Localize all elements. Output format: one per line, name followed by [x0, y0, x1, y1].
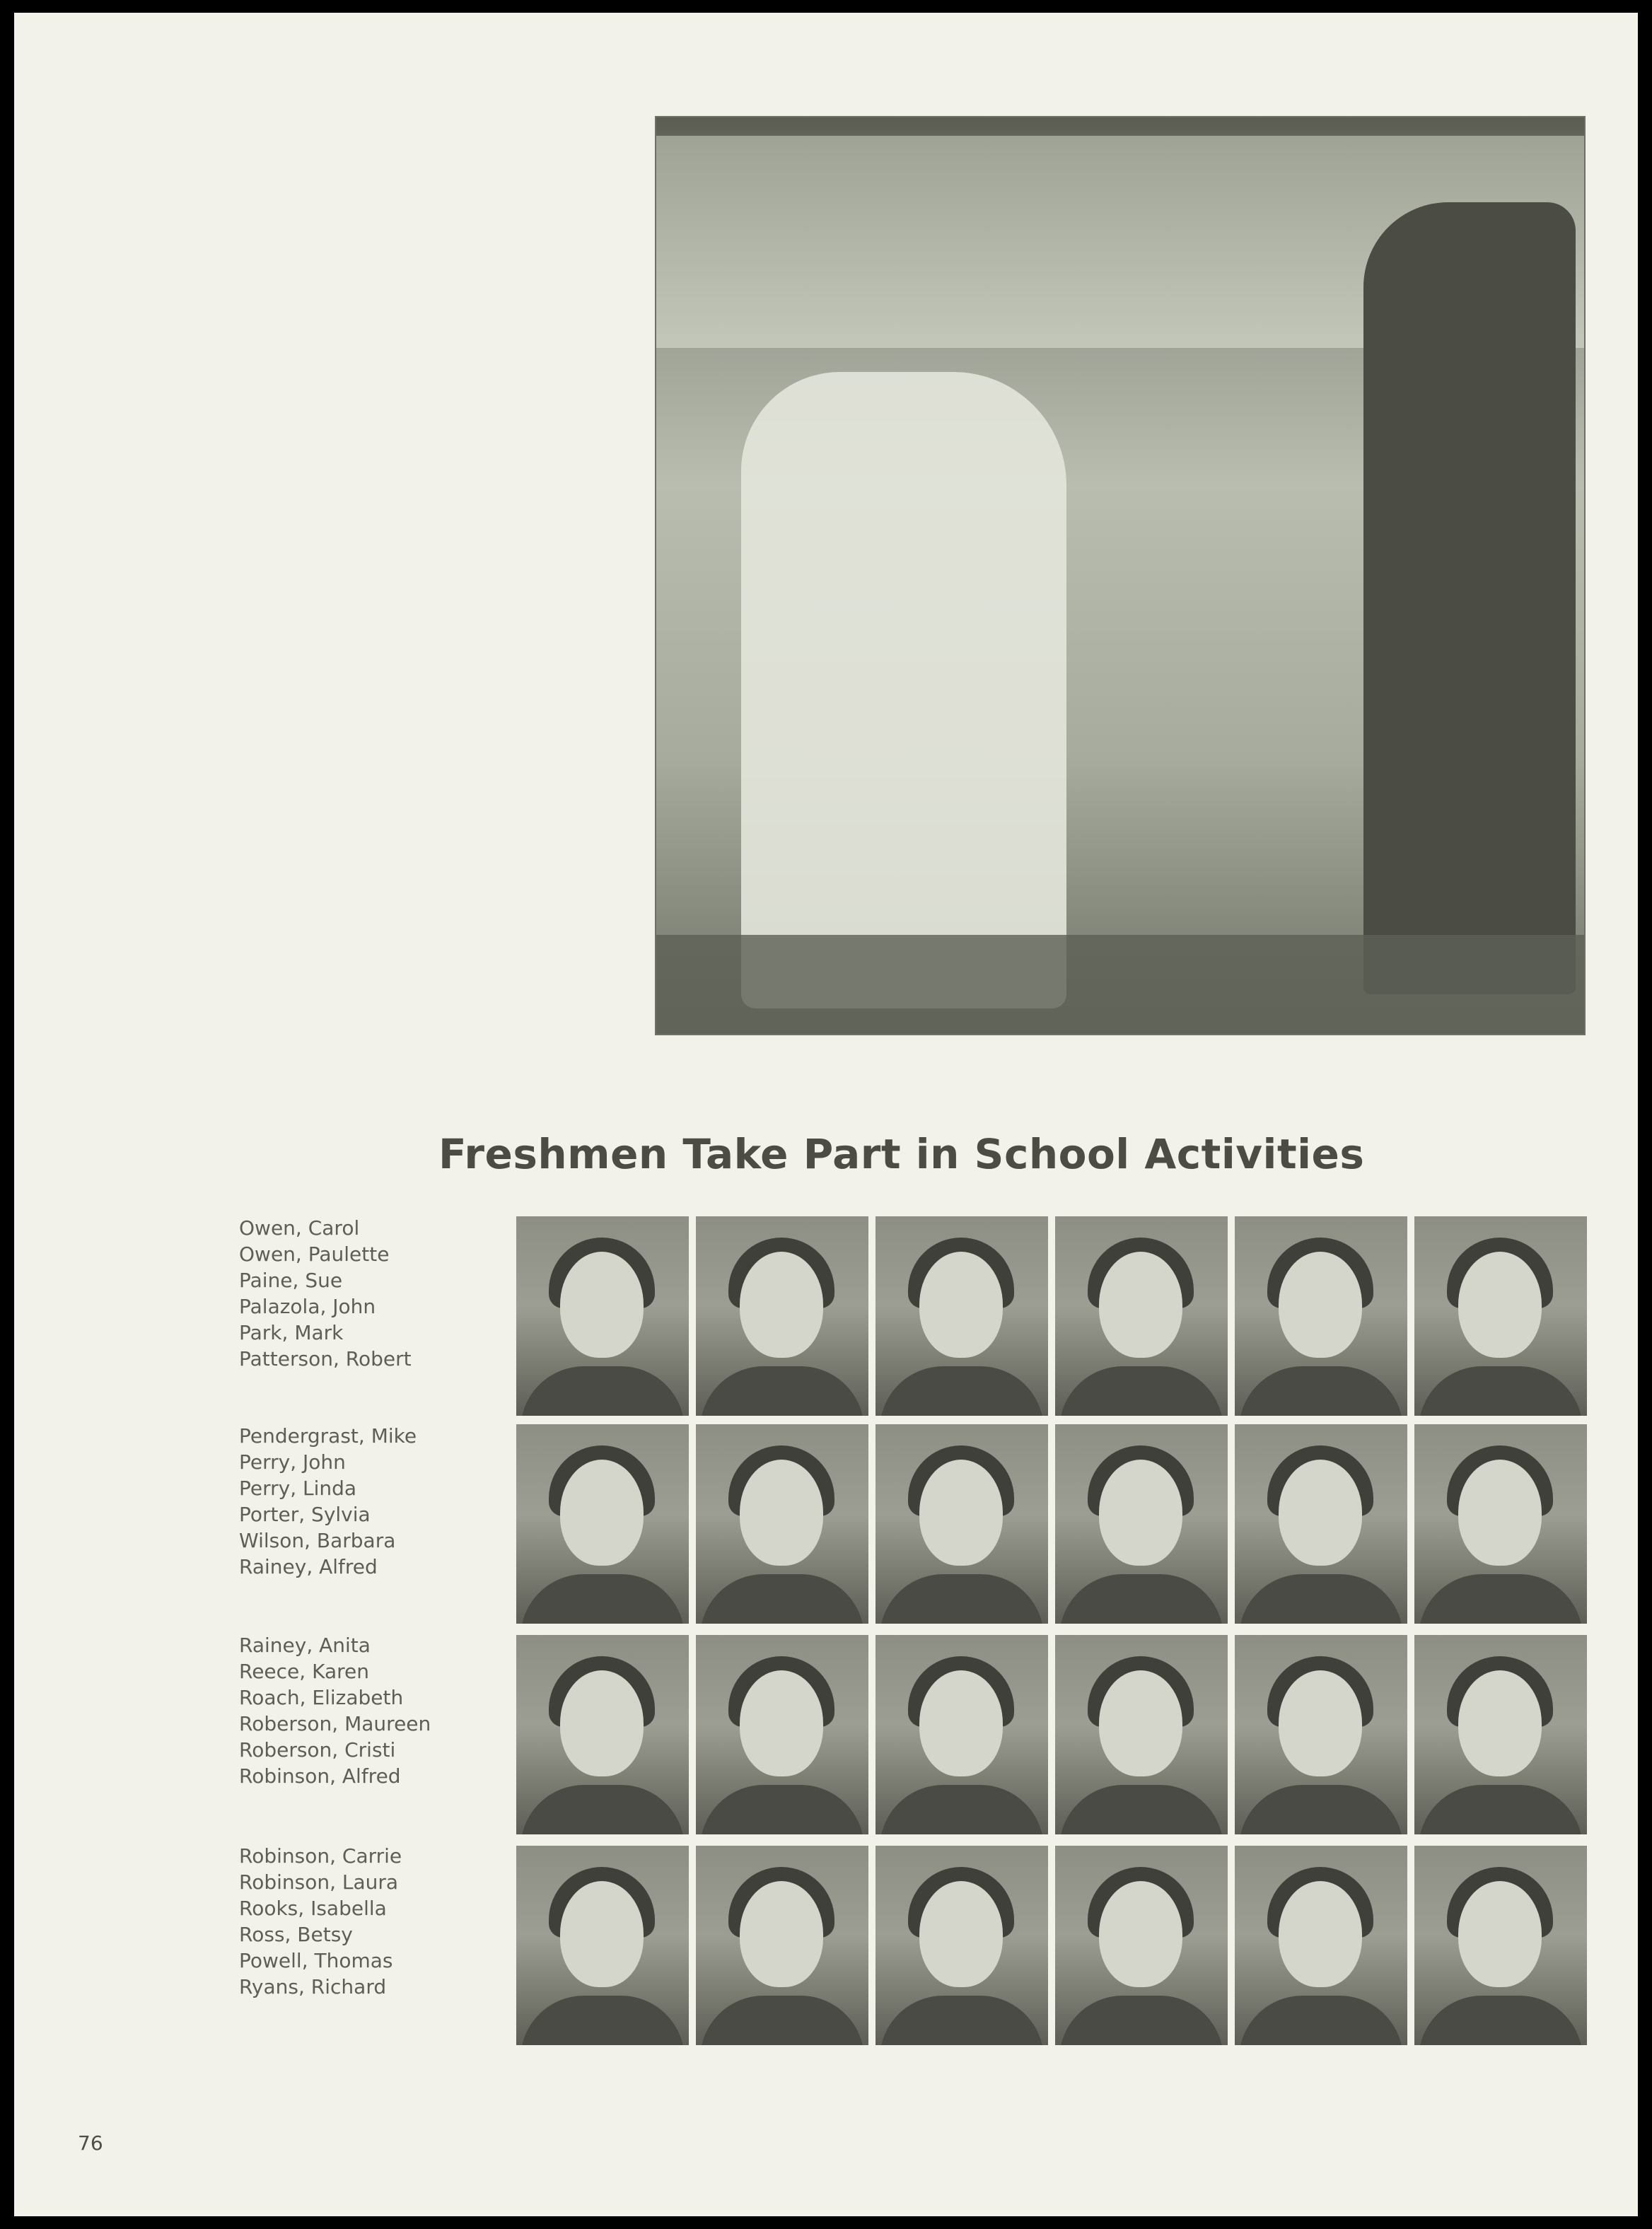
portrait-shoulders	[520, 1574, 685, 1624]
student-portrait	[516, 1635, 689, 1834]
student-portrait	[696, 1846, 868, 2045]
student-portrait	[1055, 1424, 1228, 1624]
page-headline: Freshmen Take Part in School Activities	[438, 1130, 1365, 1178]
portrait-face	[1279, 1252, 1362, 1358]
student-name: Rainey, Anita	[239, 1634, 371, 1657]
portrait-row-2	[516, 1424, 1588, 1624]
portrait-shoulders	[520, 1366, 685, 1416]
portrait-face	[1458, 1881, 1542, 1987]
name-list-group-2	[239, 1423, 522, 1580]
student-portrait	[1414, 1216, 1587, 1416]
student-name: Patterson, Robert	[239, 1347, 412, 1370]
portrait-face	[740, 1881, 823, 1987]
portrait-row-3	[516, 1635, 1588, 1834]
portrait-shoulders	[1419, 1366, 1583, 1416]
student-portrait	[1235, 1424, 1407, 1624]
student-portrait	[1235, 1216, 1407, 1416]
portrait-face	[740, 1670, 823, 1776]
student-portrait	[1235, 1846, 1407, 2045]
student-portrait	[516, 1424, 689, 1624]
student-name: Perry, John	[239, 1450, 346, 1474]
student-name: Porter, Sylvia	[239, 1503, 371, 1526]
portrait-face	[919, 1252, 1003, 1358]
name-list-group-4	[239, 1843, 522, 2000]
portrait-shoulders	[1239, 1785, 1403, 1834]
student-portrait	[876, 1846, 1048, 2045]
activity-photo	[655, 116, 1586, 1035]
portrait-shoulders	[1059, 1574, 1223, 1624]
portrait-shoulders	[1419, 1996, 1583, 2045]
student-name: Robinson, Laura	[239, 1870, 399, 1894]
student-name: Owen, Carol	[239, 1216, 360, 1240]
student-name: Palazola, John	[239, 1295, 376, 1318]
portrait-shoulders	[1239, 1574, 1403, 1624]
portrait-face	[1279, 1670, 1362, 1776]
student-name: Robinson, Carrie	[239, 1844, 402, 1868]
student-portrait	[516, 1216, 689, 1416]
portrait-face	[1458, 1670, 1542, 1776]
student-portrait	[1055, 1635, 1228, 1834]
portrait-face	[1099, 1670, 1182, 1776]
portrait-row-4	[516, 1846, 1588, 2045]
student-name: Pendergrast, Mike	[239, 1424, 417, 1448]
student-portrait	[1414, 1846, 1587, 2045]
student-portrait	[1055, 1846, 1228, 2045]
student-name: Reece, Karen	[239, 1660, 369, 1683]
portrait-shoulders	[880, 1574, 1044, 1624]
portrait-face	[560, 1252, 644, 1358]
student-name: Roach, Elizabeth	[239, 1686, 404, 1709]
page-number: 76	[78, 2131, 103, 2155]
student-portrait	[516, 1846, 689, 2045]
portrait-face	[1458, 1252, 1542, 1358]
portrait-face	[560, 1670, 644, 1776]
portrait-shoulders	[1059, 1366, 1223, 1416]
portrait-shoulders	[880, 1996, 1044, 2045]
student-name: Rainey, Alfred	[239, 1555, 378, 1578]
student-name: Powell, Thomas	[239, 1949, 393, 1972]
portrait-shoulders	[1419, 1785, 1583, 1834]
yearbook-page	[14, 13, 1638, 2216]
student-portrait	[1235, 1635, 1407, 1834]
portrait-face	[1099, 1460, 1182, 1566]
portrait-face	[919, 1460, 1003, 1566]
portrait-face	[1099, 1252, 1182, 1358]
student-name: Ryans, Richard	[239, 1975, 387, 1998]
portrait-shoulders	[700, 1996, 864, 2045]
portrait-row-1	[516, 1216, 1588, 1416]
student-name: Wilson, Barbara	[239, 1529, 396, 1552]
portrait-shoulders	[1059, 1785, 1223, 1834]
student-name: Roberson, Cristi	[239, 1738, 396, 1762]
portrait-shoulders	[1419, 1574, 1583, 1624]
student-name: Roberson, Maureen	[239, 1712, 431, 1735]
portrait-face	[560, 1460, 644, 1566]
portrait-shoulders	[700, 1574, 864, 1624]
student-portrait	[696, 1635, 868, 1834]
student-portrait	[696, 1424, 868, 1624]
student-name: Ross, Betsy	[239, 1923, 353, 1946]
portrait-face	[919, 1670, 1003, 1776]
name-list-group-3	[239, 1632, 522, 1789]
name-list-group-1	[239, 1215, 522, 1372]
portrait-shoulders	[700, 1785, 864, 1834]
portrait-shoulders	[520, 1996, 685, 2045]
portrait-face	[1458, 1460, 1542, 1566]
portrait-shoulders	[520, 1785, 685, 1834]
photo-figure-football-player	[1363, 202, 1576, 994]
student-portrait	[1055, 1216, 1228, 1416]
student-name: Robinson, Alfred	[239, 1764, 401, 1788]
portrait-shoulders	[1239, 1996, 1403, 2045]
portrait-shoulders	[700, 1366, 864, 1416]
portrait-face	[1099, 1881, 1182, 1987]
portrait-shoulders	[1239, 1366, 1403, 1416]
photo-figure-lab-coat	[741, 372, 1066, 1008]
student-name: Park, Mark	[239, 1321, 344, 1344]
student-name: Paine, Sue	[239, 1269, 343, 1292]
student-portrait	[876, 1424, 1048, 1624]
portrait-face	[919, 1881, 1003, 1987]
student-name: Rooks, Isabella	[239, 1897, 387, 1920]
portrait-shoulders	[880, 1366, 1044, 1416]
student-portrait	[1414, 1424, 1587, 1624]
portrait-face	[1279, 1460, 1362, 1566]
portrait-face	[560, 1881, 644, 1987]
student-portrait	[696, 1216, 868, 1416]
student-name: Perry, Linda	[239, 1477, 357, 1500]
student-name: Owen, Paulette	[239, 1242, 390, 1266]
student-portrait	[876, 1216, 1048, 1416]
portrait-shoulders	[1059, 1996, 1223, 2045]
student-portrait	[1414, 1635, 1587, 1834]
portrait-face	[740, 1252, 823, 1358]
portrait-face	[1279, 1881, 1362, 1987]
portrait-face	[740, 1460, 823, 1566]
photo-ground	[656, 935, 1584, 1034]
student-portrait	[876, 1635, 1048, 1834]
portrait-shoulders	[880, 1785, 1044, 1834]
